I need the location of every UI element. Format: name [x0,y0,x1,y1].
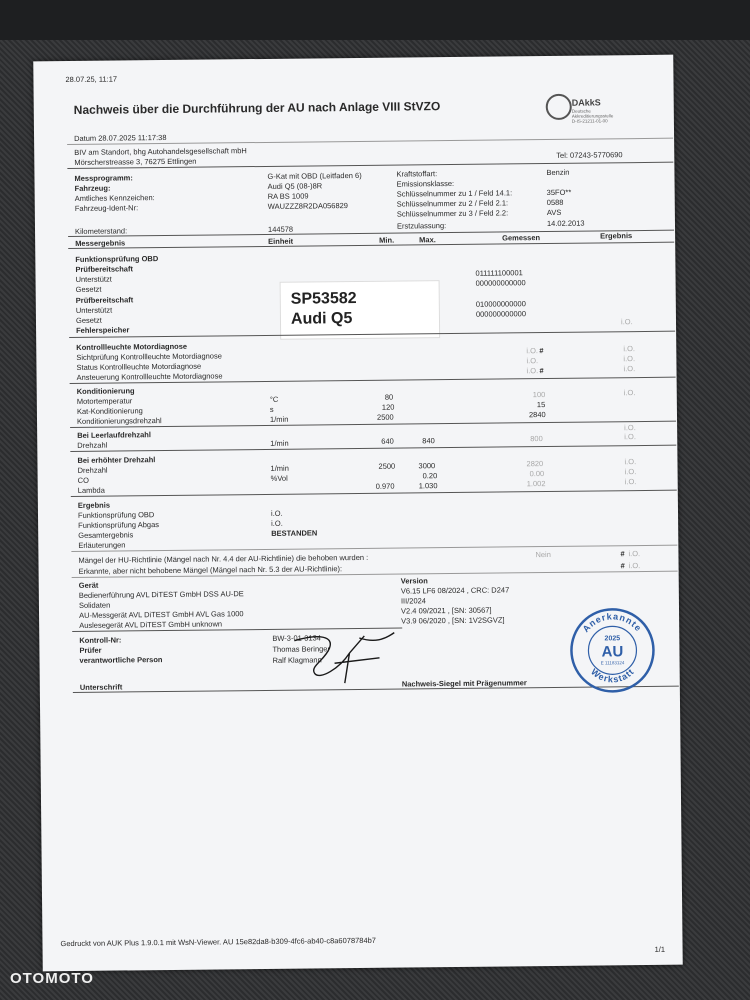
obd-fehler-res: i.O. [620,317,633,327]
obd-gesetzt2-val: 000000000000 [475,309,527,319]
divider [70,445,676,452]
leer-row-label: Drehzahl [77,440,108,450]
erh-row-meas: 2820 [526,459,544,469]
erh-row-unit: 1/min [270,463,289,473]
siegel-label: Nachweis-Siegel mit Prägenummer [401,678,527,689]
kond-row-label: Motortemperatur [76,396,133,406]
mil-row-meas: i.O. [526,366,539,376]
schluessel3-value: AVS [546,207,562,218]
km-label: Kilometerstand: [74,226,128,236]
maengel-res: i.O. [628,561,641,571]
fin-value: WAUZZZ8R2DA056829 [267,201,348,211]
obd-gesetzt2: Gesetzt [75,315,102,325]
geraet-title: Gerät [78,580,99,590]
maengel-mark: # [620,549,625,559]
schluessel1-label: Schlüsselnummer zu 1 / Feld 14.1: [396,188,513,199]
dakks-logo [546,91,636,128]
mil-row-label: Sichtprüfung Kontrollleuchte Motordiagnose [76,351,222,362]
header-gemessen: Gemessen [502,233,541,243]
erh-row-res: i.O. [624,477,637,487]
mil-row-label: Status Kontrollleuchte Motordiagnose [76,361,202,372]
obd-unterstuetzt1: Unterstützt [75,274,112,284]
leer-row-res: i.O. [624,432,636,442]
fahrzeug-label: Fahrzeug: [74,183,111,193]
seal-num: E 11183124 [600,660,625,666]
erh-row-label: CO [77,475,89,485]
schluessel2-label: Schlüsselnummer zu 2 / Feld 2.1: [396,198,509,209]
erh-row-label: Drehzahl [77,465,108,475]
ergebnis-row-value: i.O. [271,518,283,528]
messprogramm-value: G-Kat mit OBD (Leitfaden 6) [267,170,362,181]
erstzulassung-value: 14.02.2013 [546,218,585,229]
au-seal [569,607,656,694]
ergebnis-row-label: Funktionsprüfung OBD [77,510,155,520]
erh-row-unit: %Vol [270,473,288,483]
document-sheet [33,55,682,972]
leer-row-meas: 800 [530,434,543,444]
erh-row-meas: 0.00 [529,469,545,479]
obd-gesetzt1: Gesetzt [75,284,102,294]
company: BIV am Standort, bhg Autohandelsgesellschaft mbH [74,146,247,157]
maengel-row: Erkannte, aber nicht behobene Mängel (Mängel nach Nr. 5.3 der AU-Richtlinie): [78,564,343,576]
obd-unterstuetzt2: Unterstützt [75,305,113,315]
erh-row-meas: 1.002 [526,479,546,489]
schluessel3-label: Schlüsselnummer zu 3 / Feld 2.2: [396,208,509,219]
divider [71,545,677,552]
ergebnis-row-label: Erläuterungen [78,540,126,550]
geraet-row-label: Auslesegerät AVL DiTEST GmbH unknown [79,619,223,630]
obd-title: Funktionsprüfung OBD [75,254,159,264]
kond-row-meas: 2840 [528,410,546,420]
geraet-row-version: V2.4 09/2021 , [SN: 30567] [400,605,492,616]
kond-row-meas: 15 [536,400,546,410]
erh-row-max: 0.20 [422,471,438,481]
mil-title: Kontrollleuchte Motordiagnose [76,341,188,352]
header-ergebnis: Ergebnis [600,231,633,241]
maengel-mark: # [620,561,625,571]
obd-unterstuetzt1-val: 011111100001 [475,268,523,278]
header-einheit: Einheit [268,236,294,246]
address: Mörscherstreasse 3, 76275 Ettlingen [74,156,197,167]
svg-text:Werkstatt [589,666,636,685]
kond-row-min: 120 [381,402,395,412]
leer-title: Bei Leerlaufdrehzahl [77,430,151,440]
header-min: Min. [379,235,395,245]
kennzeichen-label: Amtliches Kennzeichen: [74,193,155,203]
kond-row-unit: °C [269,394,279,404]
header-max: Max. [419,235,436,245]
erh-row-min: 2500 [378,461,396,471]
kond-row-res: i.O. [623,388,636,398]
kond-row-unit: s [269,404,274,414]
document-title: Nachweis über die Durchführung der AU nach Anlage VIII StVZO [73,99,441,117]
signature-icon [289,628,400,689]
obd-pruef1: Prüfbereitschaft [75,264,133,274]
km-value: 144578 [267,224,294,234]
divider [68,230,674,237]
erh-row-max: 1.030 [418,481,438,491]
pruefer-label: Prüfer [79,645,102,655]
divider [68,242,674,249]
otomoto-watermark: OTOMOTO [10,970,94,987]
kond-row-unit: 1/min [269,414,289,424]
person-value: Ralf Klagmann [272,655,322,665]
erh-title: Bei erhöhter Drehzahl [77,455,156,465]
kond-row-meas: 100 [532,390,546,400]
kond-title: Konditionierung [76,386,135,396]
phone: Tel: 07243-5770690 [556,150,623,160]
erstzulassung-label: Erstzulassung: [396,221,447,231]
ergebnis-row-label: Funktionsprüfung Abgas [78,520,160,530]
leer-row-max: 840 [422,436,435,446]
gesamtergebnis-value: BESTANDEN [271,528,318,538]
unterschrift-label: Unterschrift [79,682,123,692]
maengel-res: i.O. [628,549,641,559]
obd-unterstuetzt2-val: 010000000000 [475,299,526,309]
emissionsklasse-label: Emissionsklasse: [396,178,455,189]
maengel-value: Nein [535,549,551,560]
ergebnis-row-label: Gesamtergebnis [78,530,134,540]
sticker-line2: Audi Q5 [290,310,353,328]
ergebnis-row-value: i.O. [270,508,283,518]
kond-row-label: Kat-Konditionierung [76,406,143,416]
kennzeichen-value: RA BS 1009 [267,191,309,201]
geraet-row-label: AU-Messgerät AVL DiTEST GmbH AVL Gas 1000 [79,609,244,620]
kond-row-min: 80 [384,392,394,402]
mil-row-meas: i.O. [526,356,539,366]
divider [71,490,677,497]
messprogramm-label: Messprogramm: [74,173,133,183]
kond-row-label: Konditionierungsdrehzahl [76,416,162,426]
print-timestamp: 28.07.25, 11:17 [65,74,118,85]
kraftstoff-label: Kraftstoffart: [396,169,438,179]
page-number: 1/1 [654,944,666,954]
mil-row-res: i.O. [623,354,636,364]
seal-year: 2025 [604,635,621,643]
mil-row-res: i.O. [623,344,636,354]
footer-print-info: Gedruckt von AUK Plus 1.9.0.1 mit WsN-Viewer. AU 15e82da8-b309-4fc6-ab40-c8a6078784b7 [60,935,376,949]
leer-title-res: i.O. [624,423,636,433]
person-label: verantwortliche Person [79,655,163,665]
mil-row-mark: # [539,366,544,376]
erh-row-min: 0.970 [375,481,395,491]
geraet-row-label: Solidaten [78,600,111,610]
ergebnis-title: Ergebnis [77,500,111,510]
kontroll-nr-value: BW-3-01-3134 [272,633,321,643]
kontroll-nr-label: Kontroll-Nr: [79,635,122,645]
header-messergebnis: Messergebnis [75,238,126,248]
mil-row-mark: # [539,346,544,356]
geraet-row-version: V6.15 LF6 08/2024 , CRC: D247 [400,585,510,596]
erh-row-res: i.O. [624,457,637,467]
leer-row-min: 640 [381,436,394,446]
seal-au: AU [601,643,624,661]
obd-fehler: Fehlerspeicher [76,325,130,335]
version-title: Version [400,576,428,586]
geraet-row-version: III/2024 [400,596,427,606]
schluessel2-value: 0588 [546,197,564,208]
dakks-sub: Deutsche Akkreditierungsstelle D-IS-21211-01-00 [571,108,614,124]
kond-row-min: 2500 [376,412,394,422]
maengel-row: Mängel der HU-Richtlinie (Mängel nach Nr. 4.4 der AU-Richtlinie) die behoben wurden : [78,552,369,565]
erh-row-max: 3000 [418,461,436,471]
seal-top-text: Anerkannte [580,611,644,635]
obd-gesetzt1-val: 000000000000 [475,278,526,288]
geraet-row-label: Bedienerführung AVL DiTEST GmbH DSS AU-DE [78,589,244,600]
fin-label: Fahrzeug-Ident-Nr: [74,203,139,213]
mil-row-label: Ansteuerung Kontrollleuchte Motordiagnose [76,371,223,382]
pruefer-value: Thomas Beringer [272,644,330,654]
background-top [0,0,750,40]
erh-row-res: i.O. [624,467,637,477]
leer-row-unit: 1/min [270,438,289,448]
geraet-row-version: V3.9 06/2020 , [SN: 1V2SGVZ] [401,615,505,626]
erh-row-label: Lambda [77,485,105,495]
dakks-name: DAkkS [571,97,601,108]
dakks-ring-icon [546,94,572,120]
mil-row-res: i.O. [623,364,636,374]
seal-bottom-text: Werkstatt [589,666,637,685]
datum: Datum 28.07.2025 11:17:38 [74,132,167,143]
sticker-line1: SP53582 [290,290,357,308]
schluessel1-value: 35FO** [546,187,572,198]
mil-row-meas: i.O. [526,346,539,356]
obd-pruef2: Prüfbereitschaft [75,295,134,305]
fahrzeug-value: Audi Q5 (08-)8R [267,181,323,191]
sticker-label [280,280,441,340]
kraftstoff-value: Benzin [546,167,570,178]
